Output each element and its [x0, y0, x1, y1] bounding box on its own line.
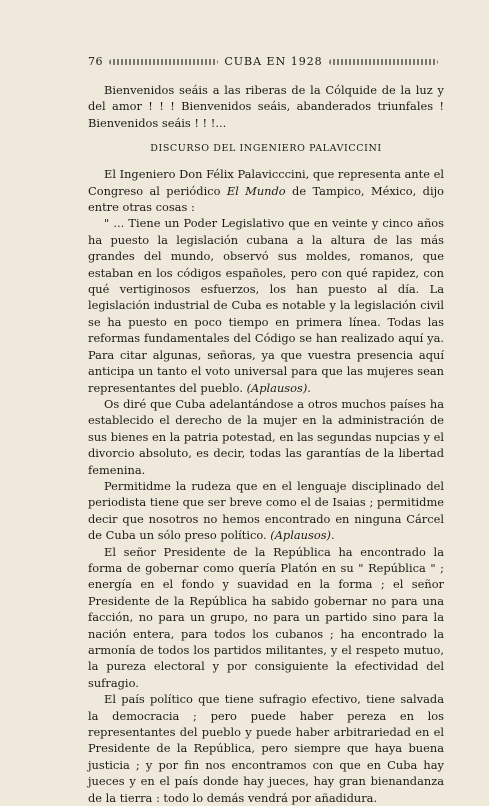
paragraph-6-text: El país político que tiene sufragio efectivo, tiene salvada la democracia ; pero puede haber pereza en los representantes del pueblo y puede haber arbitrariedad en el Presidente de la República, pero siempre que haya buena justicia ; y por fin nos encontramos con que en Cuba hay jueces y en el país donde hay jueces, hay gran bienandanza de la tierra : todo lo demás vendrá por añadidura.: [88, 692, 444, 805]
opening-paragraph: Bienvenidos seáis a las riberas de la Cólquide de la luz y del amor ! ! ! Bienvenidos seáis, abanderados triunfales ! Bienvenidos seáis ! ! !...: [88, 83, 444, 130]
paragraph-2: [88, 215, 444, 395]
paragraph-3-text: Os diré que Cuba adelantándose a otros muchos países ha establecido el derecho de la mujer en la administración de sus bienes en la patria potestad, en las segundas nupcias y el divorcio absoluto, es decir, todas las garantías de la libertad femenina.: [88, 396, 444, 477]
paragraph-2-text-a: " ... Tiene un Poder Legislativo que en veinte y cinco años ha puesto la legislación cubana a la altura de las más grandes del mundo, observó sus moldes, romanos, que estaban en los códigos españoles, pero con qué rapidez, con qué vertiginosos esfuerzos, los han puesto al día. La legislación industrial de Cuba es notable y la legislación civil se ha puesto en poco tiempo en primera línea. Todas las reformas fundamentales del Código se han realizado aquí ya. Para citar algunas, señoras, ya que vuestra presencia aquí anticipa un tanto el voto universal para que las mujeres sean representantes del pueblo.: [88, 216, 444, 395]
paragraph-5: [88, 544, 444, 692]
paragraph-3: [88, 396, 444, 478]
paragraph-4-italic: (Aplausos).: [270, 528, 335, 543]
ornament-left: [109, 59, 218, 65]
page-number: 76: [88, 55, 103, 68]
paragraph-5-text: El señor Presidente de la República ha encontrado la forma de gobernar como quería Platón en su " República " ; energía en el fondo y suavidad en la forma ; el señor Presidente de la República ha sabido gobernar no para una facción, no para un grupo, no para un partido sino para la nación entera, para todos los cubanos ; ha encontrado la armonía de todos los partidos militantes, y el respeto mutuo, la pureza electoral y por consiguiente la efectividad del sufragio.: [88, 544, 444, 690]
paragraph-1-text-a: El Ingeniero Don Félix Palavicccini, que representa ante el Congreso al periódico: [88, 167, 444, 198]
paragraph-4: [88, 478, 444, 544]
paragraph-2-italic: (Aplausos).: [246, 380, 311, 395]
ornament-right: [329, 59, 438, 65]
paragraph-6: [88, 691, 444, 806]
running-header: [88, 55, 444, 68]
paragraph-1-italic: El Mundo: [226, 183, 286, 198]
section-title: DISCURSO DEL INGENIERO PALAVICCINI: [150, 143, 382, 155]
paragraph-1-text-b: de Tampico, México, dijo entre otras cosas :: [88, 183, 444, 215]
paragraph-4-text-a: Permitidme la rudeza que en el lenguaje disciplinado del periodista tiene que ser breve como el de Isaias ; permitidme decir que nosotros no hemos encontrado en ninguna Cárcel de Cuba un sólo preso político.: [88, 478, 444, 543]
paragraph-1: [88, 166, 444, 215]
running-title: CUBA EN 1928: [224, 55, 323, 68]
